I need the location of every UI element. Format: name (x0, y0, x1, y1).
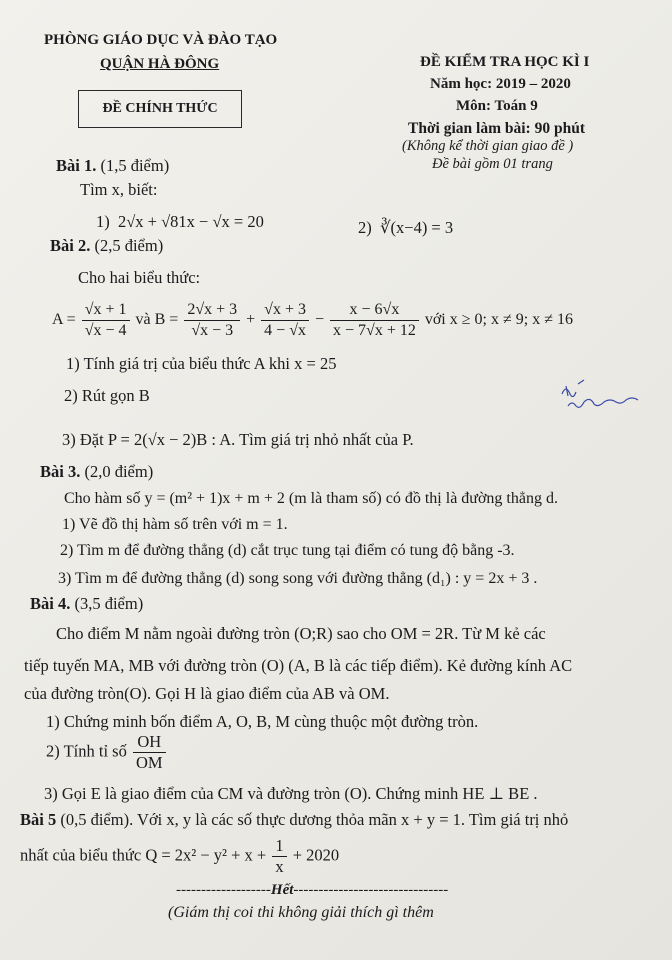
official-exam-box: ĐỀ CHÍNH THỨC (78, 90, 242, 128)
expr-A-fraction (82, 300, 130, 341)
bai1-points: (1,5 điểm) (100, 156, 170, 175)
bai4-intro-line-2: tiếp tuyến MA, MB với đường tròn (O) (A, B là các tiếp điểm). Kẻ đường kính AC (24, 656, 573, 675)
bai4-title: Bài 4. (30, 594, 71, 613)
ratio-fraction (133, 732, 166, 773)
bai4-intro-line-3: của đường tròn(O). Gọi H là giao điểm của AB và OM. (24, 684, 390, 703)
end-dashes-right: ------------------------------- (293, 882, 449, 898)
expr-B-fraction-2 (261, 300, 309, 341)
duration-note: (Không kể thời gian giao đề ) (402, 138, 574, 154)
exam-title: ĐỀ KIỂM TRA HỌC KÌ I (420, 54, 590, 70)
bai2-question-3: 3) Đặt P = 2(√x − 2)B : A. Tìm giá trị nhỏ nhất của P. (62, 430, 414, 449)
bai1-question-2 (358, 218, 453, 238)
minus-sign: − (314, 311, 325, 329)
ratio-numerator: OH (133, 732, 166, 753)
bai1-intro: Tìm x, biết: (80, 180, 158, 199)
bai1-q2-equation: ∛(x−4) = 3 (380, 218, 454, 237)
bai1-question-1 (96, 212, 264, 232)
bai4-q2-prefix: 2) Tính tỉ số (46, 741, 127, 761)
bai1-title: Bài 1. (56, 156, 97, 175)
expr-A-label: A = (52, 311, 76, 329)
expr-B-f1-numerator: 2√x + 3 (184, 300, 240, 321)
subject: Môn: Toán 9 (456, 98, 538, 114)
bai1-heading (56, 156, 169, 176)
bai2-question-2: 2) Rút gọn B (64, 386, 150, 405)
district-name: QUẬN HÀ ĐÔNG (100, 56, 220, 72)
expr-B-f3-denominator: x − 7√x + 12 (333, 322, 416, 339)
page-count-note: Đề bài gồm 01 trang (432, 156, 553, 172)
bai2-question-1: 1) Tính giá trị của biểu thức A khi x = 25 (66, 354, 337, 373)
bai4-question-3: 3) Gọi E là giao điểm của CM và đường tròn (O). Chứng minh HE ⊥ BE . (44, 784, 538, 803)
bai2-title: Bài 2. (50, 236, 91, 255)
bai5-line-1 (20, 810, 568, 830)
bai4-heading (30, 594, 143, 614)
bai2-intro: Cho hai biểu thức: (78, 268, 201, 287)
bai2-heading (50, 236, 163, 256)
department-name: PHÒNG GIÁO DỤC VÀ ĐÀO TẠO (44, 32, 278, 48)
bai5-fraction-numerator: 1 (272, 836, 286, 857)
bai3-points: (2,0 điểm) (84, 462, 154, 481)
expr-B-fraction-1 (184, 300, 240, 341)
expr-A-denominator: √x − 4 (84, 322, 127, 339)
expr-B-label: B = (154, 311, 179, 329)
expr-B-f2-numerator: √x + 3 (261, 300, 309, 321)
bai4-question-2 (46, 732, 168, 773)
bai4-intro-line-1: Cho điểm M nằm ngoài đường tròn (O;R) sao cho OM = 2R. Từ M kẻ các (56, 624, 546, 643)
bai3-question-2: 2) Tìm m để đường thẳng (d) cắt trục tung tại điểm có tung độ bằng -3. (60, 542, 515, 559)
end-word: Hết (270, 882, 294, 898)
school-year: Năm học: 2019 – 2020 (430, 76, 571, 92)
expr-A-numerator: √x + 1 (82, 300, 130, 321)
handwritten-scribble (556, 376, 666, 416)
expr-B-f3-numerator: x − 6√x (330, 300, 419, 321)
end-marker (176, 882, 448, 899)
bai1-q2-number: 2) (358, 218, 372, 237)
supervisor-note: (Giám thị coi thi không giải thích gì thêm (168, 904, 434, 921)
bai5-title: Bài 5 (20, 810, 57, 829)
bai5-text-line-1: (0,5 điểm). Với x, y là các số thực dương thỏa mãn x + y = 1. Tìm giá trị nhỏ (60, 810, 569, 829)
bai5-fraction (272, 836, 286, 877)
expression-condition: với x ≥ 0; x ≠ 9; x ≠ 16 (424, 311, 573, 329)
bai5-line-2 (20, 836, 339, 877)
end-dashes-left: ------------------- (176, 882, 271, 898)
bai3-title: Bài 3. (40, 462, 81, 481)
bai3-heading (40, 462, 153, 482)
bai2-points: (2,5 điểm) (94, 236, 164, 255)
bai4-question-1: 1) Chứng minh bốn điểm A, O, B, M cùng thuộc một đường tròn. (46, 712, 479, 731)
and-word: và (135, 311, 151, 329)
bai4-points: (3,5 điểm) (74, 594, 144, 613)
bai1-q1-number: 1) (96, 212, 110, 231)
bai1-q1-equation: 2√x + √81x − √x = 20 (118, 212, 264, 231)
expr-B-f2-denominator: 4 − √x (264, 322, 306, 339)
bai2-expressions (52, 300, 573, 341)
plus-sign: + (246, 311, 256, 329)
bai3-intro: Cho hàm số y = (m² + 1)x + m + 2 (m là tham số) có đồ thị là đường thẳng d. (64, 490, 558, 507)
ratio-denominator: OM (135, 753, 163, 772)
bai3-question-3: 3) Tìm m để đường thẳng (d) song song với đường thẳng (d₁) : y = 2x + 3 . (58, 570, 538, 587)
exam-duration: Thời gian làm bài: 90 phút (408, 120, 585, 137)
bai5-text-line-2: nhất của biểu thức Q = 2x² − y² + x + (20, 845, 267, 865)
bai5-text-suffix: + 2020 (292, 845, 340, 865)
bai3-question-1: 1) Vẽ đồ thị hàm số trên với m = 1. (62, 516, 288, 533)
expr-B-f1-denominator: √x − 3 (191, 322, 234, 339)
expr-B-fraction-3 (330, 300, 419, 341)
bai5-fraction-denominator: x (275, 857, 284, 876)
